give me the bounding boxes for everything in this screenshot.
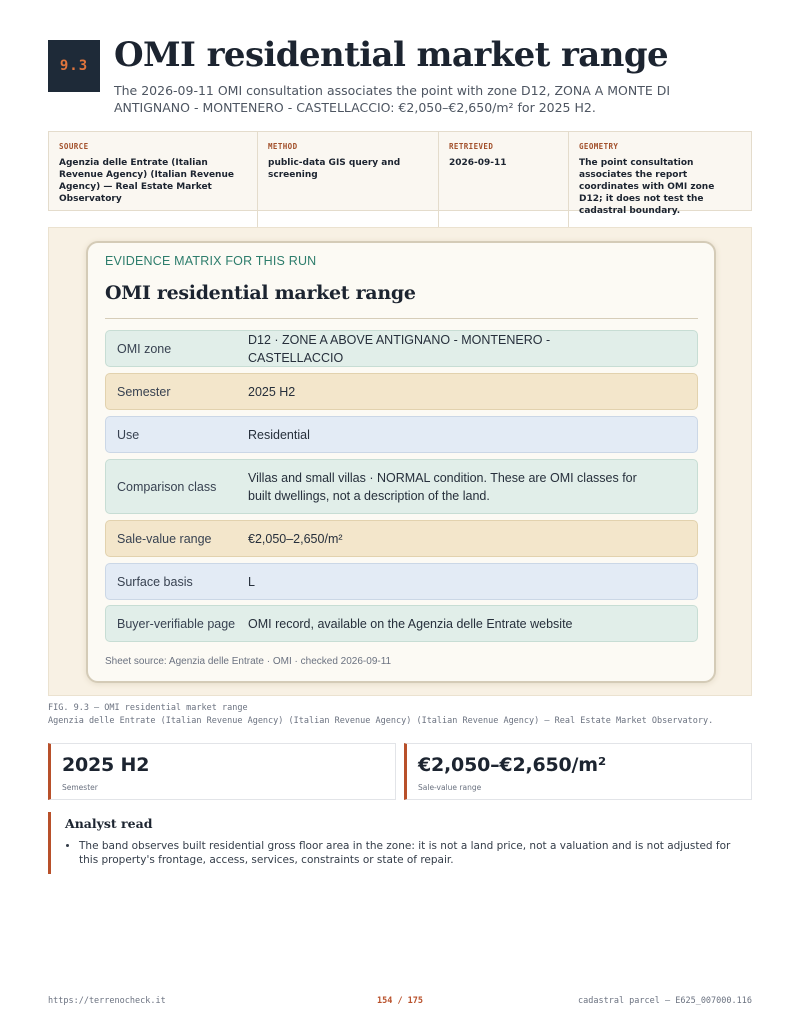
figure-caption bbox=[48, 702, 713, 728]
evidence-row-comparison-class bbox=[105, 459, 698, 514]
meta-label: RETRIEVED bbox=[449, 142, 494, 151]
row-key: Comparison class bbox=[117, 479, 217, 494]
row-value: D12 · ZONE A ABOVE ANTIGNANO - MONTENERO - CASTELLACCIO bbox=[248, 332, 551, 365]
meta-value: The point consultation associates the report coordinates with OMI zone D12; it does not test the cadastral boundary. bbox=[579, 158, 715, 216]
analyst-note-title: Analyst read bbox=[65, 816, 153, 831]
row-key: Sale-value range bbox=[117, 531, 212, 546]
evidence-row-use bbox=[105, 416, 698, 453]
row-value: Villas and small villas · NORMAL condition. These are OMI classes for built dwellings, not a description of the land. bbox=[248, 470, 637, 503]
evidence-row-sale-value-range bbox=[105, 520, 698, 557]
meta-label: GEOMETRY bbox=[579, 142, 619, 151]
page-subtitle: The 2026-09-11 OMI consultation associates the point with zone D12, ZONA A MONTE DI ANTIGNANO - MONTENERO - CASTELLACCIO: €2,050–€2,650/m² for 2025 H2. bbox=[114, 83, 671, 115]
stat-label: Semester bbox=[62, 783, 98, 792]
meta-label: METHOD bbox=[268, 142, 298, 151]
evidence-row-omi-zone bbox=[105, 330, 698, 367]
meta-value: 2026-09-11 bbox=[449, 158, 507, 168]
row-key: Surface basis bbox=[117, 574, 193, 589]
row-key: Use bbox=[117, 427, 140, 442]
row-key: OMI zone bbox=[117, 341, 172, 356]
meta-value: Agenzia delle Entrate (Italian Revenue Agency) (Italian Revenue Agency) — Real Estate Market Observatory bbox=[59, 158, 234, 204]
meta-method bbox=[258, 132, 439, 227]
analyst-note-list bbox=[65, 839, 752, 867]
stat-card-sale-value-range bbox=[404, 743, 752, 800]
row-value: €2,050–2,650/m² bbox=[248, 531, 343, 546]
analyst-note-point: • The band observes built residential gross floor area in the zone: it is not a land price, not a valuation and is not adjusted for this property's frontage, access, services, constraints or state of repair. bbox=[79, 839, 752, 867]
row-value: Residential bbox=[248, 427, 310, 442]
analyst-note bbox=[48, 812, 752, 874]
footer-page-number: 154 / 175 bbox=[376, 996, 424, 1006]
source-metadata-table bbox=[48, 131, 752, 216]
row-value: 2025 H2 bbox=[248, 384, 296, 399]
evidence-matrix-card bbox=[86, 241, 716, 683]
meta-retrieved bbox=[439, 132, 569, 227]
row-key: Semester bbox=[117, 384, 171, 399]
evidence-title: OMI residential market range bbox=[105, 282, 416, 304]
footer-reference: cadastral parcel — E625_007000.116 bbox=[578, 996, 752, 1006]
stat-value: 2025 H2 bbox=[62, 754, 150, 776]
divider bbox=[105, 318, 698, 319]
row-key: Buyer-verifiable page bbox=[117, 616, 236, 631]
stat-card-semester bbox=[48, 743, 396, 800]
row-value: L bbox=[248, 574, 255, 589]
meta-geometry bbox=[569, 132, 751, 227]
stat-label: Sale-value range bbox=[418, 783, 482, 792]
meta-label: SOURCE bbox=[59, 142, 89, 151]
figure-caption-credit: Agenzia delle Entrate (Italian Revenue Agency) (Italian Revenue Agency) (Italian Revenue Agency) — Real Estate Market Observatory. bbox=[48, 716, 714, 726]
page-title: OMI residential market range bbox=[114, 35, 669, 75]
evidence-sheet-source: Sheet source: Agenzia delle Entrate · OMI · checked 2026-09-11 bbox=[105, 656, 392, 667]
stat-value: €2,050–€2,650/m² bbox=[418, 754, 606, 776]
evidence-row-buyer-verifiable-page bbox=[105, 605, 698, 642]
evidence-kicker: EVIDENCE MATRIX FOR THIS RUN bbox=[105, 254, 317, 268]
section-number-badge: 9.3 bbox=[48, 40, 100, 92]
figure-panel bbox=[48, 227, 752, 696]
row-value: OMI record, available on the Agenzia delle Entrate website bbox=[248, 616, 573, 631]
evidence-row-semester bbox=[105, 373, 698, 410]
meta-value: public-data GIS query and screening bbox=[268, 158, 401, 180]
meta-source bbox=[49, 132, 258, 227]
figure-caption-title: FIG. 9.3 — OMI residential market range bbox=[48, 703, 248, 713]
footer-url: https://terrenocheck.it bbox=[48, 996, 166, 1006]
evidence-row-surface-basis bbox=[105, 563, 698, 600]
